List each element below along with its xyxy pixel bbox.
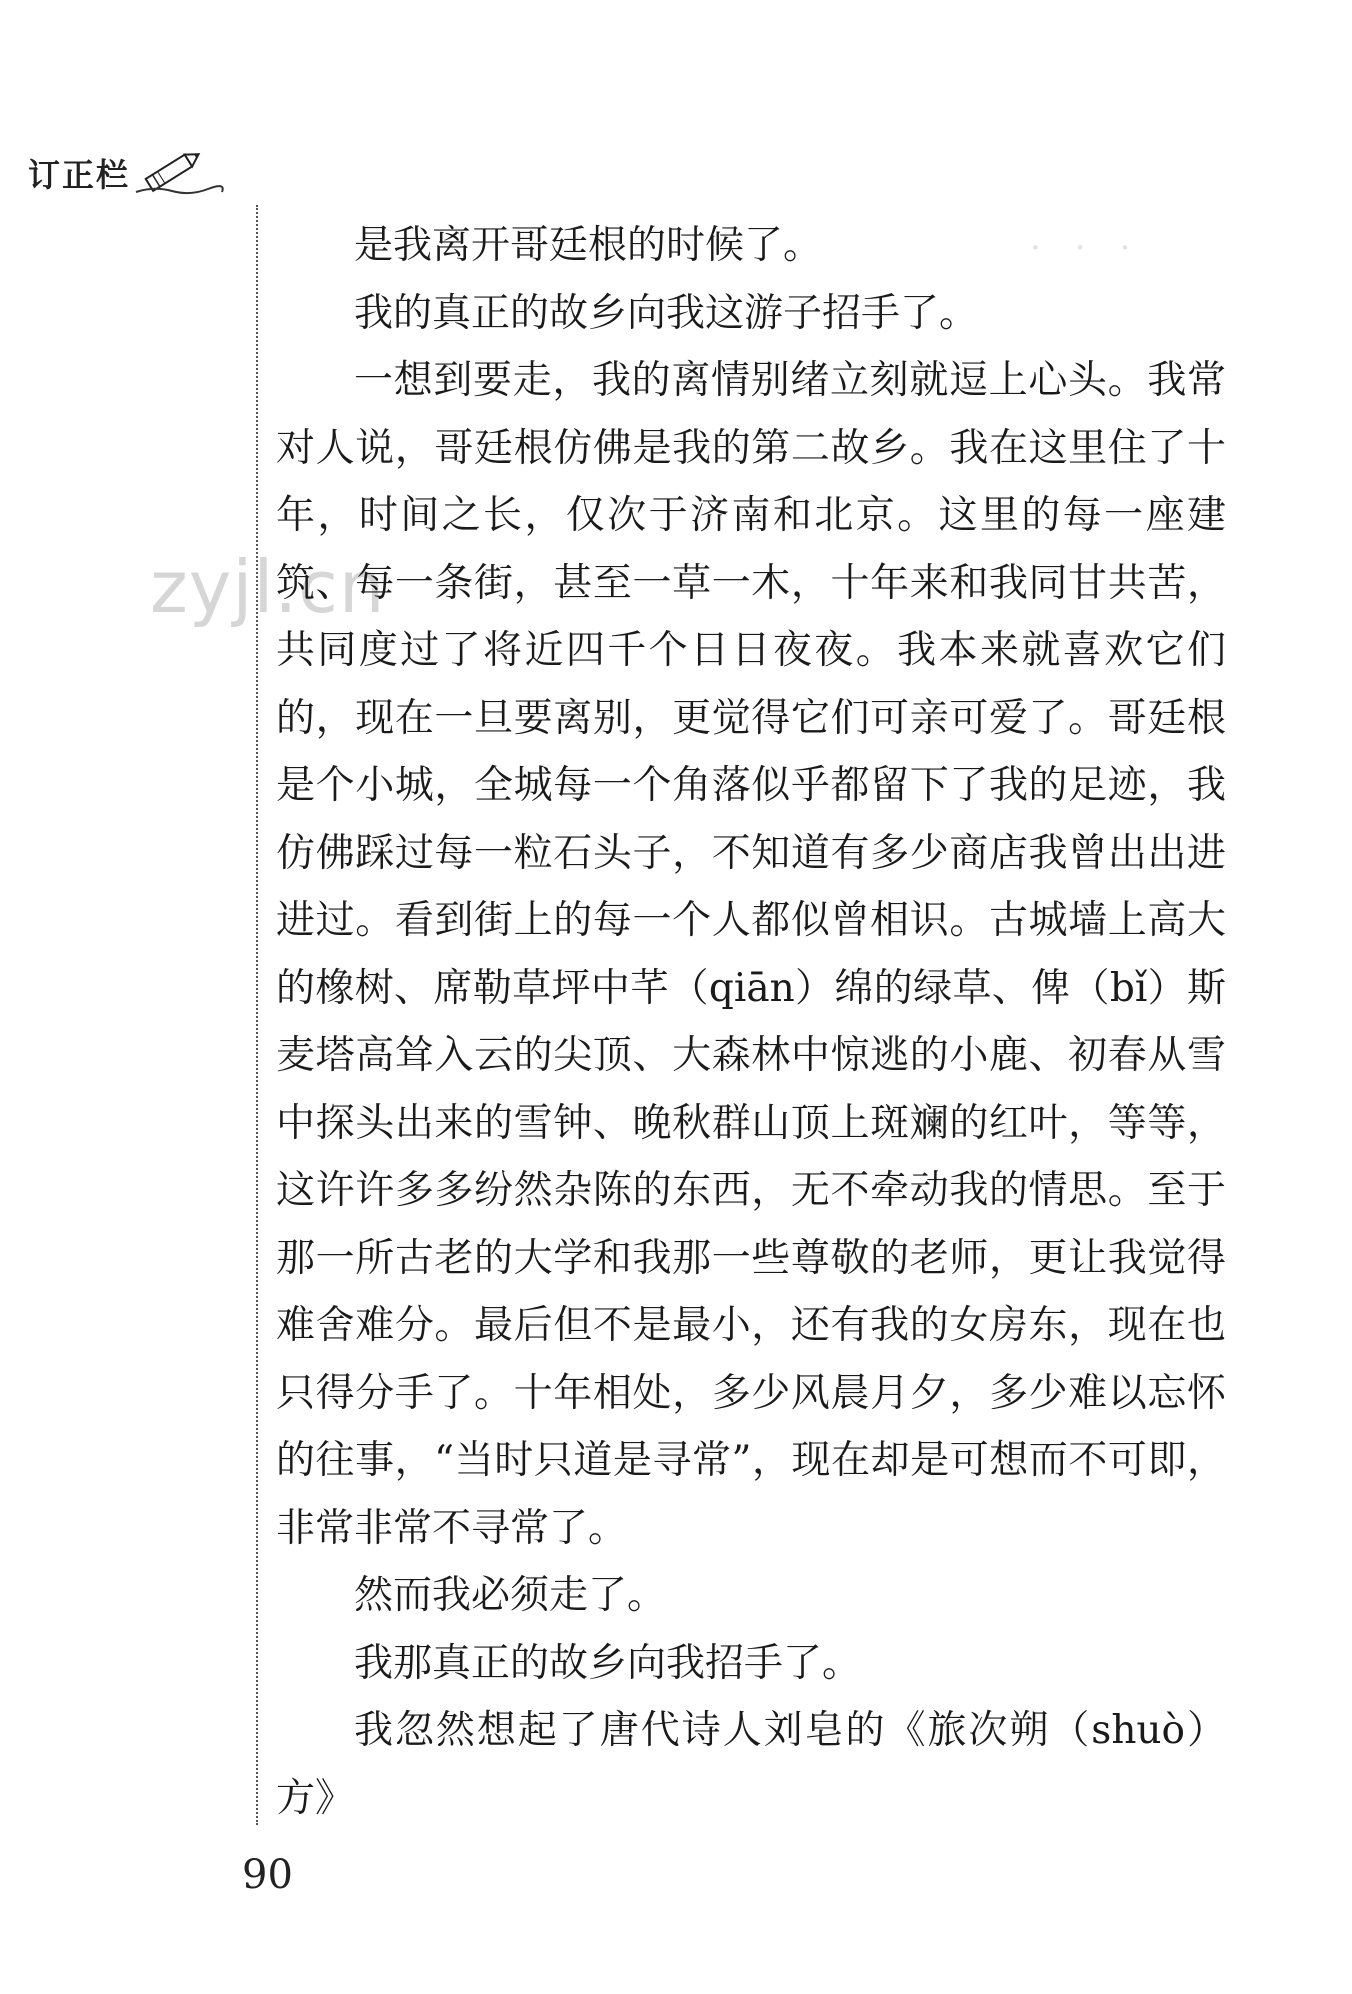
paragraph-6: 我忽然想起了唐代诗人刘皂的《旅次朔（shuò）方》 — [276, 1708, 1226, 1821]
paragraph-5: 我那真正的故乡向我招手了。 — [354, 1640, 862, 1686]
paragraph-3: 一想到要走，我的离情别绪立刻就逗上心头。我常对人说，哥廷根仿佛是我的第二故乡。我在这里住了十年，时间之长，仅次于济南和北京。这里的每一座建筑、每一条街，甚至一草一木，十年来和我同甘共苦，共同度过了将近四千个日日夜夜。我本来就喜欢它们的，现在一旦要离别，更觉得它们可亲可爱了。哥廷根是个小城，全城每一个角落似乎都留下了我的足迹，我仿佛踩过每一粒石头子，不知道有多少商店我曾出出进进过。看到街上的每一个人都似曾相识。古城墙上高大的橡树、席勒草坪中芊（qiān）绵的绿草、俾（bǐ）斯麦塔高耸入云的尖顶、大森林中惊逃的小鹿、初春从雪中探头出来的雪钟、晚秋群山顶上斑斓的红叶，等等，这许许多多纷然杂陈的东西，无不牵动我的情思。至于那一所古老的大学和我那一些尊敬的老师，更让我觉得难舍难分。最后但不是最小，还有我的女房东，现在也只得分手了。十年相处，多少风晨月夕，多少难以忘怀的往事，“当时只道是寻常”，现在却是可想而不可即，非常非常不寻常了。 — [276, 358, 1226, 1551]
correction-column-header — [28, 148, 224, 196]
paragraph-2: 我的真正的故乡向我这游子招手了。 — [354, 290, 979, 336]
margin-divider — [256, 205, 258, 1825]
body-text — [276, 212, 1226, 1832]
faint-background-mark: · · · — [1030, 228, 1131, 268]
paragraph-1: 是我离开哥廷根的时候了。 — [354, 223, 823, 268]
pencil-icon — [132, 148, 224, 196]
paragraph-4: 然而我必须走了。 — [354, 1573, 667, 1618]
page-number: 90 — [242, 1852, 293, 1898]
watermark: zyjl.cn — [150, 545, 386, 629]
correction-column-title: 订正栏 — [28, 156, 131, 194]
